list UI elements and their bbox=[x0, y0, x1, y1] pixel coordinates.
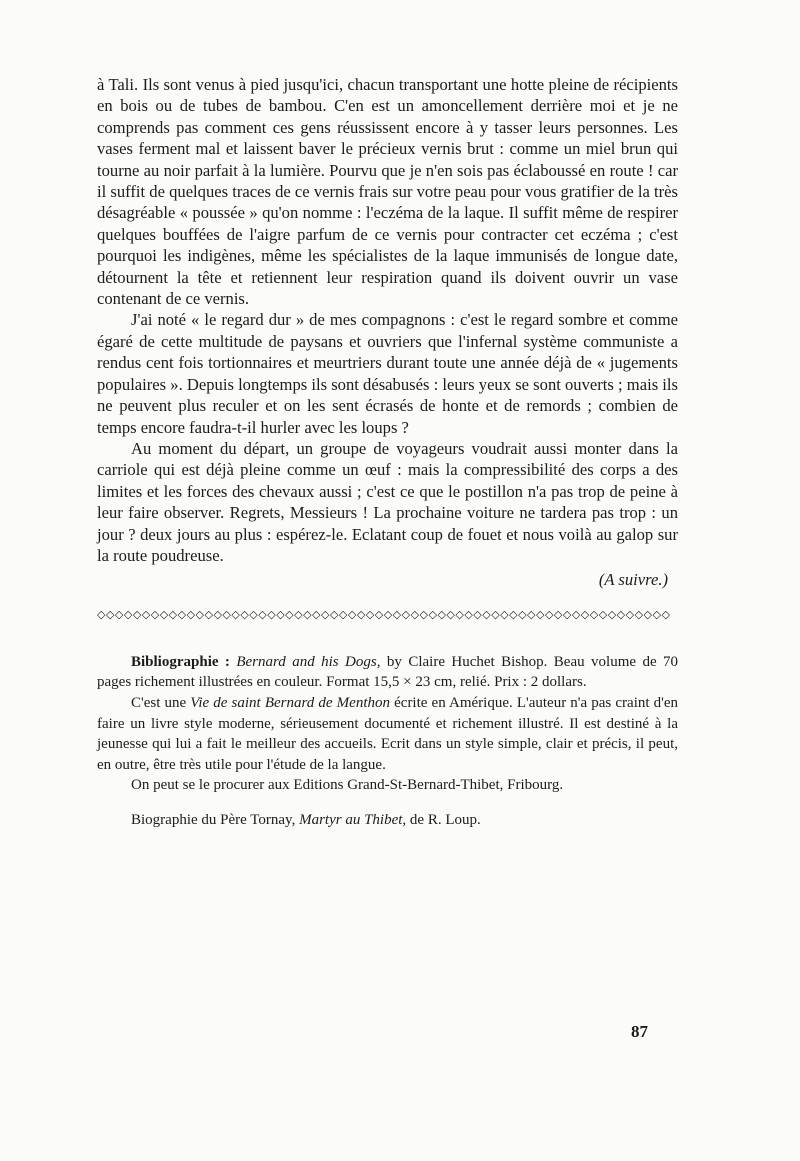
bibliography-heading: Bibliographie : bbox=[131, 653, 230, 670]
p4-rest: de R. Loup. bbox=[409, 811, 481, 828]
book-description: by Claire Huchet Bishop. Beau volume de 70 pages richement illustrées en couleur. Format 15,5 × 23 cm, relié. Prix : 2 dollars. bbox=[97, 653, 679, 691]
p2-rest: écrite en Amérique. L'auteur n'a pas craint d'en faire un livre style moderne, sérieusement documenté et richement illustré. Il est destiné à la jeunesse qui lui a fait le meilleur des accueils. Ecrit dans un style simple, clair et précis, il peut, en outre, être très utile pour l'étude de la langue. bbox=[97, 694, 679, 773]
p4-title: Martyr au Thibet, bbox=[299, 811, 407, 828]
bibliography-paragraph-4 bbox=[97, 810, 678, 831]
bibliography-paragraph-3: On peut se le procurer aux Editions Grand-St-Bernard-Thibet, Fribourg. bbox=[131, 777, 564, 794]
p2-start: C'est une bbox=[131, 694, 187, 711]
to-be-continued: (A suivre.) bbox=[598, 570, 668, 590]
page bbox=[97, 74, 678, 831]
paragraph-1: à Tali. Ils sont venus à pied jusqu'ici, chacun transportant une hotte pleine de récipients en bois ou de tubes de bambou. C'en est un amoncellement derrière moi et je ne comprends pas comment ces gens réussissent encore à y tasser leurs personnes. Les vases ferment mal et laissent baver le précieux vernis brut : comme un miel brun qui tourne au noir parfait à la lumière. Pourvu que je n'en sois pas éclaboussé en route ! car il suffit de quelques traces de ce vernis frais sur votre peau pour vous gratifier de la très désagréable « poussée » qu'on nomme : l'eczéma de la laque. Il suffit même de respirer quelques bouffées de l'aigre parfum de ce vernis pour contracter cet eczéma ; c'est pourquoi les indigènes, même les spécialistes de la laque immunisés de longue date, détournent la tête et retiennent leur respiration quand ils doivent ouvrir un vase contenant de ce vernis. bbox=[97, 75, 678, 309]
p4-start: Biographie du Père Tornay, bbox=[131, 811, 296, 828]
paragraph-3: Au moment du départ, un groupe de voyageurs voudrait aussi monter dans la carriole qui est déjà pleine comme un œuf : mais la compressibilité des corps a des limites et les forces des chevaux aussi ; c'est ce que le postillon n'a pas trop de peine à leur faire observer. Regrets, Messieurs ! La prochaine voiture ne tardera pas trop : un jour ? deux jours au plus : espérez-le. Eclatant coup de fouet et nous voilà au galop sur la route poudreuse. bbox=[97, 438, 678, 565]
bibliography-entry bbox=[97, 652, 678, 693]
article-text bbox=[97, 74, 678, 591]
bibliography-section bbox=[97, 652, 678, 831]
p2-title: Vie de saint Bernard de Menthon bbox=[190, 694, 390, 711]
paragraph-2: J'ai noté « le regard dur » de mes compagnons : c'est le regard sombre et comme égaré de cette multitude de paysans et ouvriers que l'infernal système communiste a rendus cent fois tortionnaires et meurtriers durant toute une année déjà de « jugements populaires ». Depuis longtemps ils sont désabusés : leurs yeux se sont ouverts ; mais ils ne peuvent plus reculer et on les sent écrasés de honte et de remords ; combien de temps encore faudra-t-il hurler avec les loups ? bbox=[97, 310, 678, 437]
book-title: Bernard and his Dogs, bbox=[236, 653, 381, 670]
bibliography-paragraph-2 bbox=[97, 693, 678, 775]
ornamental-divider: ◇◇◇◇◇◇◇◇◇◇◇◇◇◇◇◇◇◇◇◇◇◇◇◇◇◇◇◇◇◇◇◇◇◇◇◇◇◇◇◇◇◇◇◇◇◇◇◇◇◇◇◇◇◇◇◇◇◇◇◇◇◇◇◇ bbox=[97, 608, 671, 621]
page-number: 87 bbox=[631, 1022, 648, 1041]
